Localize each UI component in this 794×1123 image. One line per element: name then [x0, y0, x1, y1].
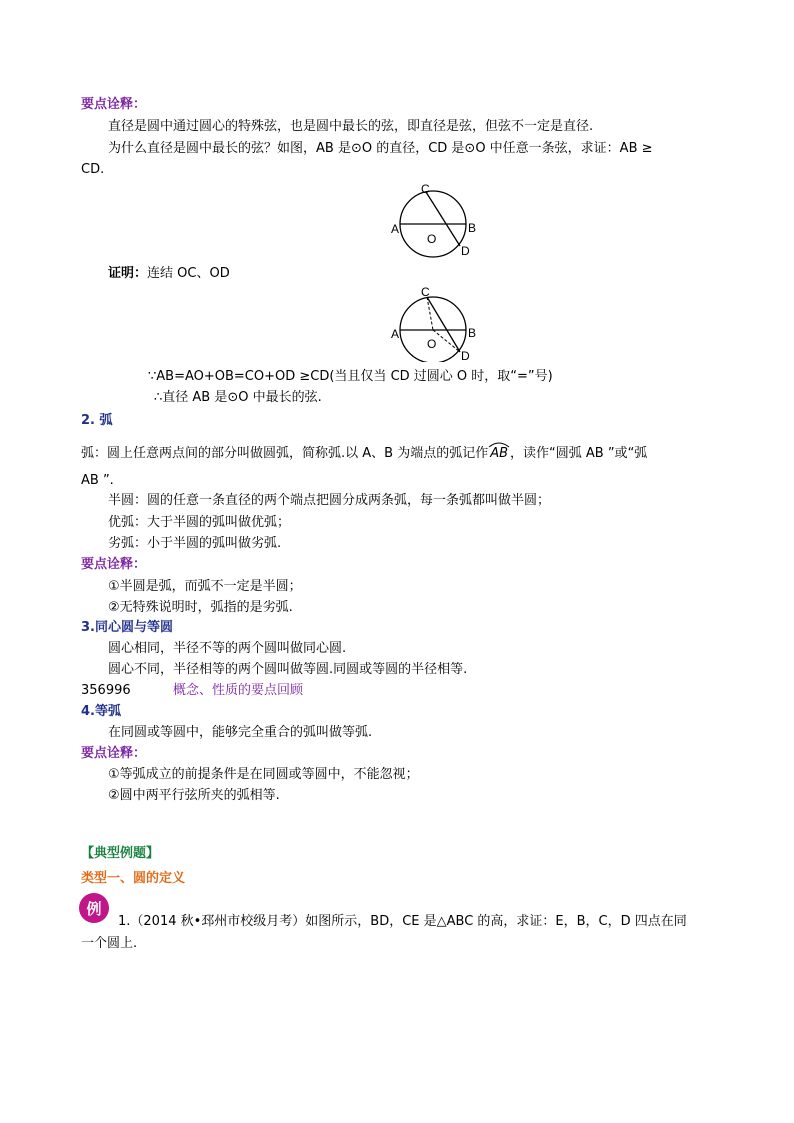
type1-heading: 类型一、圆的定义	[81, 871, 186, 886]
label-c: C	[421, 285, 430, 299]
example1-line1: 1.（2014 秋•邳州市校级月考）如图所示，BD，CE 是△ABC 的高，求证：E，B，C，D 四点在同	[118, 914, 687, 929]
label-d: D	[461, 349, 470, 362]
label-b: B	[468, 326, 477, 340]
label-d: D	[461, 244, 470, 258]
example-badge-icon: 例	[79, 893, 109, 923]
circle-figure-2	[388, 282, 488, 362]
note-heading-1: 要点诠释：	[81, 97, 147, 112]
arc-overline-icon	[488, 440, 510, 448]
label-b: B	[468, 221, 477, 235]
section-heading-concentric: 3.同心圆与等圆	[81, 620, 173, 635]
arc-definition-cont: AB ”.	[81, 473, 114, 488]
therefore-line: ∴直径 AB 是⊙O 中最长的弦.	[154, 390, 322, 405]
example1-line2: 一个圆上.	[81, 936, 138, 951]
major-arc-def: 优弧：大于半圆的弧叫做优弧；	[108, 515, 291, 530]
semicircle-def: 半圆：圆的任意一条直径的两个端点把圆分成两条弧，每一条弧都叫做半圆；	[108, 493, 551, 508]
reference-link[interactable]: 概念、性质的要点回顾	[173, 683, 304, 698]
label-o: O	[427, 337, 437, 351]
minor-arc-def: 劣弧：小于半圆的弧叫做劣弧.	[108, 536, 282, 551]
question-line: 为什么直径是圆中最长的弦？如图，AB 是⊙O 的直径，CD 是⊙O 中任意一条弦，求证：AB ≥	[108, 141, 653, 156]
equal-arc-note-1: ①等弧成立的前提条件是在同圆或等圆中，不能忽视；	[108, 767, 419, 782]
note-heading-2: 要点诠释：	[81, 557, 147, 572]
arc-def-post: ，读作“圆弧 AB ”或“弧	[510, 446, 648, 461]
section-heading-arc: 2. 弧	[81, 413, 113, 428]
arc-note-2: ②无特殊说明时，弧指的是劣弧.	[108, 600, 293, 615]
equal-circle-def: 圆心不同，半径相等的两个圆叫做等圆.同圆或等圆的半径相等.	[108, 662, 468, 677]
label-o: O	[427, 232, 437, 246]
equal-arc-note-2: ②圆中两平行弦所夹的弧相等.	[108, 788, 280, 803]
examples-heading: 【典型例题】	[81, 846, 160, 861]
reference-code: 356996	[81, 683, 131, 698]
note-heading-3: 要点诠释：	[81, 746, 147, 761]
equal-arc-def: 在同圆或等圆中，能够完全重合的弧叫做等弧.	[108, 725, 373, 740]
label-a: A	[391, 327, 400, 341]
radius-od	[433, 330, 460, 352]
label-a: A	[391, 222, 400, 236]
arc-note-1: ①半圆是弧，而弧不一定是半圆；	[108, 579, 302, 594]
proof-text: 连结 OC、OD	[147, 266, 230, 281]
proof-label: 证明：	[108, 266, 148, 281]
concentric-def: 圆心相同，半径不等的两个圆叫做同心圆.	[108, 641, 347, 656]
circle-figure-1	[388, 180, 488, 260]
arc-def-pre: 弧：圆上任意两点间的部分叫做圆弧，简称弧.以 A、B 为端点的弧记作	[81, 446, 489, 461]
arc-definition-line	[81, 445, 647, 463]
proof-line	[108, 265, 230, 283]
arc-ab-symbol: AB	[488, 445, 510, 463]
label-c: C	[421, 182, 430, 196]
question-line-cont: CD.	[81, 162, 105, 177]
section-heading-equal-arc: 4.等弧	[81, 704, 121, 719]
because-line: ∵AB=AO+OB=CO+OD ≥CD(当且仅当 CD 过圆心 O 时，取“=”号)	[148, 369, 553, 384]
diameter-note-line: 直径是圆中通过圆心的特殊弦，也是圆中最长的弦，即直径是弦，但弦不一定是直径.	[108, 119, 594, 134]
